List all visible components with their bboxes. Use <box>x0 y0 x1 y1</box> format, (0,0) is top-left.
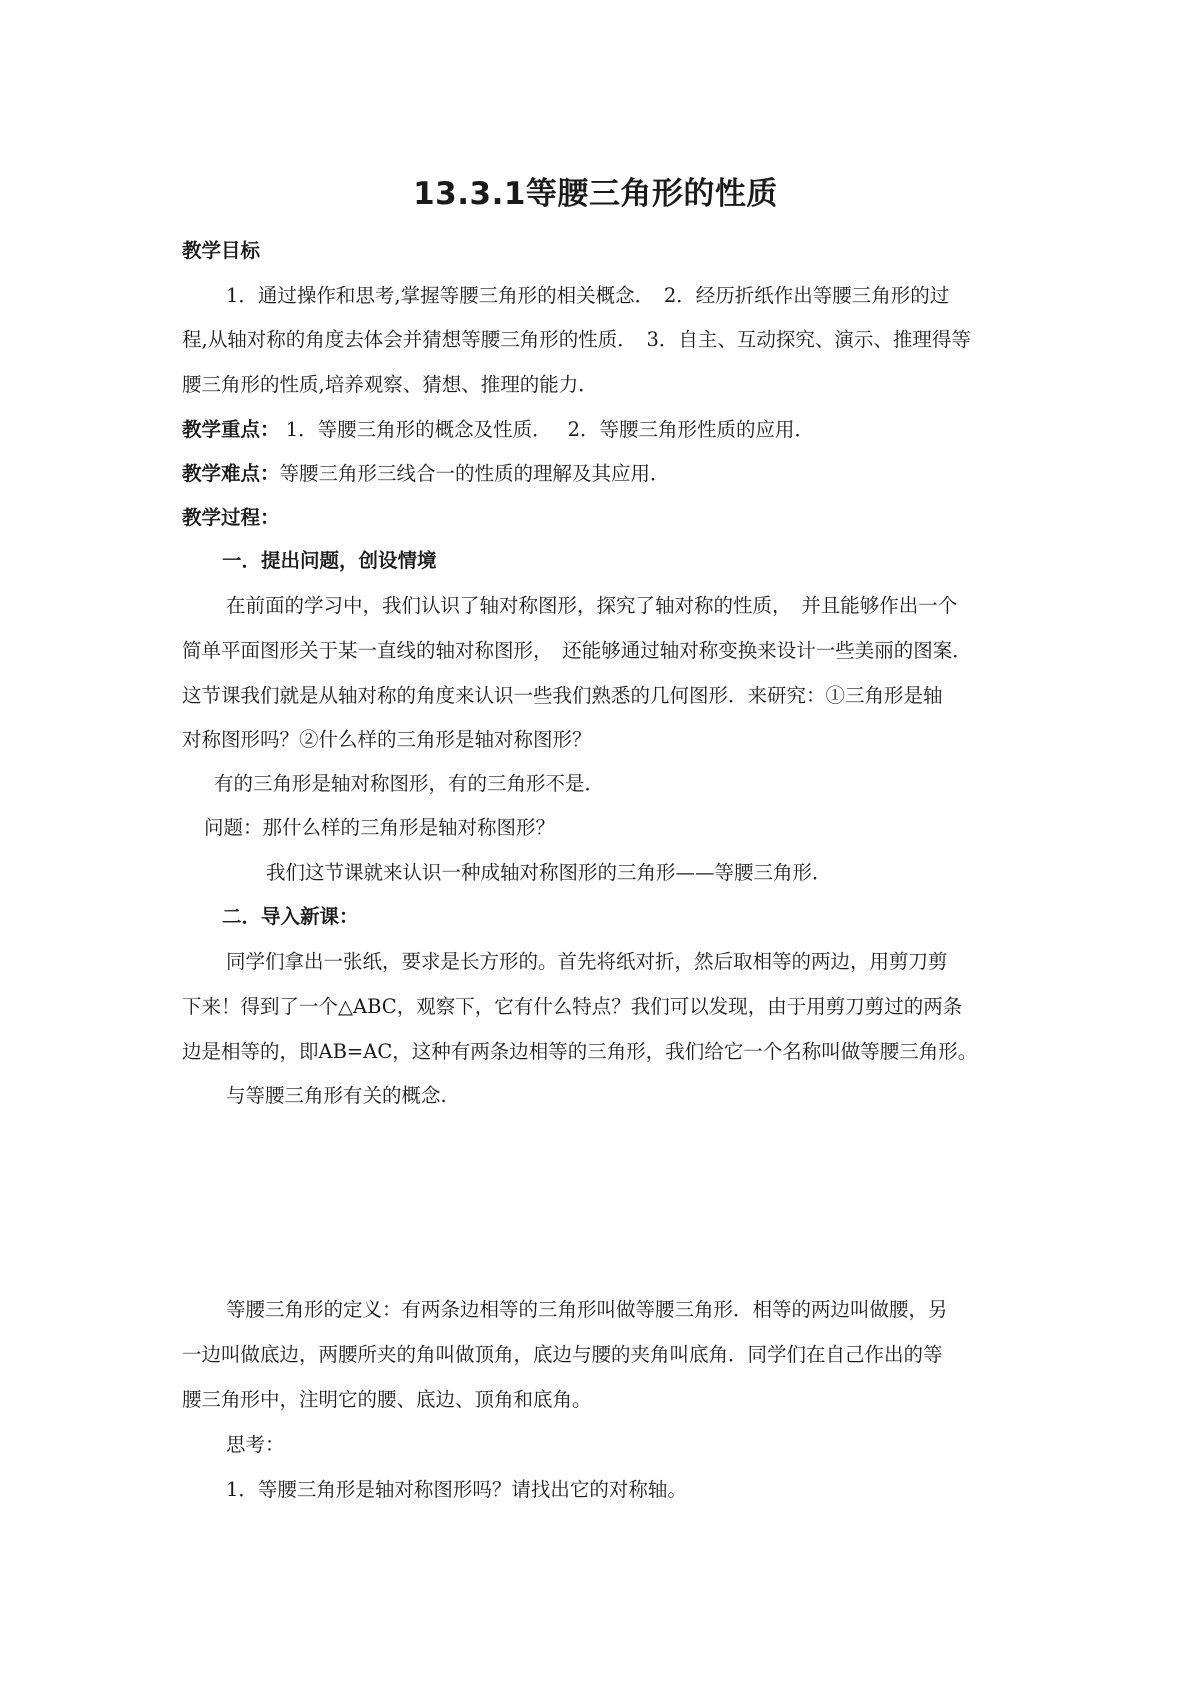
definition-line-3: 腰三角形中，注明它的腰、底边、顶角和底角。 <box>182 1388 592 1411</box>
key-points <box>182 417 814 443</box>
section1-p1-line-2: 简单平面图形关于某一直线的轴对称图形， 还能够通过轴对称变换来设计一些美丽的图案． <box>182 639 972 662</box>
process-heading: 教学过程： <box>182 506 280 529</box>
section2-heading: 二．导入新课： <box>222 905 359 928</box>
definition-line-1: 等腰三角形的定义：有两条边相等的三角形叫做等腰三角形．相等的两边叫做腰，另 <box>226 1298 948 1321</box>
difficulties-text: 等腰三角形三线合一的性质的理解及其应用． <box>279 462 670 485</box>
section1-p4: 我们这节课就来认识一种成轴对称图形的三角形——等腰三角形． <box>266 861 832 884</box>
section1-heading: 一．提出问题，创设情境 <box>222 549 437 572</box>
section2-p1-line-3: 边是相等的，即AB=AC，这种有两条边相等的三角形，我们给它一个名称叫做等腰三角形。 <box>182 1040 978 1063</box>
difficulties-label: 教学难点： <box>182 462 280 485</box>
section1-p1-line-3: 这节课我们就是从轴对称的角度来认识一些我们熟悉的几何图形．来研究：①三角形是轴 <box>182 684 943 707</box>
key-points-text: 1．等腰三角形的概念及性质． 2．等腰三角形性质的应用． <box>279 418 814 441</box>
definition-line-2: 一边叫做底边，两腰所夹的角叫做顶角，底边与腰的夹角叫底角．同学们在自己作出的等 <box>182 1343 943 1366</box>
section1-p1-line-1: 在前面的学习中，我们认识了轴对称图形，探究了轴对称的性质， 并且能够作出一个 <box>226 594 958 617</box>
section1-p1-line-4: 对称图形吗？②什么样的三角形是轴对称图形？ <box>182 728 592 751</box>
page-title: 13.3.1等腰三角形的性质 <box>413 176 778 212</box>
section2-p1-line-2: 下来！得到了一个△ABC，观察下，它有什么特点？我们可以发现，由于用剪刀剪过的两条 <box>182 995 963 1018</box>
objectives-line-1: 1．通过操作和思考,掌握等腰三角形的相关概念． 2．经历折纸作出等腰三角形的过 <box>226 284 950 307</box>
section1-p3: 问题：那什么样的三角形是轴对称图形？ <box>204 816 556 839</box>
key-points-label: 教学重点： <box>182 418 280 441</box>
think-label: 思考： <box>226 1433 285 1456</box>
objectives-heading: 教学目标 <box>182 239 261 262</box>
objectives-line-2: 程,从轴对称的角度去体会并猜想等腰三角形的性质． 3．自主、互动探究、演示、推理得等 <box>182 328 971 351</box>
think-question-1: 1．等腰三角形是轴对称图形吗？请找出它的对称轴。 <box>226 1478 687 1501</box>
section2-p2: 与等腰三角形有关的概念. <box>226 1084 447 1107</box>
section1-p2: 有的三角形是轴对称图形，有的三角形不是． <box>214 772 605 795</box>
section2-p1-line-1: 同学们拿出一张纸，要求是长方形的。首先将纸对折，然后取相等的两边，用剪刀剪 <box>226 950 948 973</box>
objectives-line-3: 腰三角形的性质,培养观察、猜想、推理的能力． <box>182 373 598 396</box>
difficulties <box>182 461 670 487</box>
